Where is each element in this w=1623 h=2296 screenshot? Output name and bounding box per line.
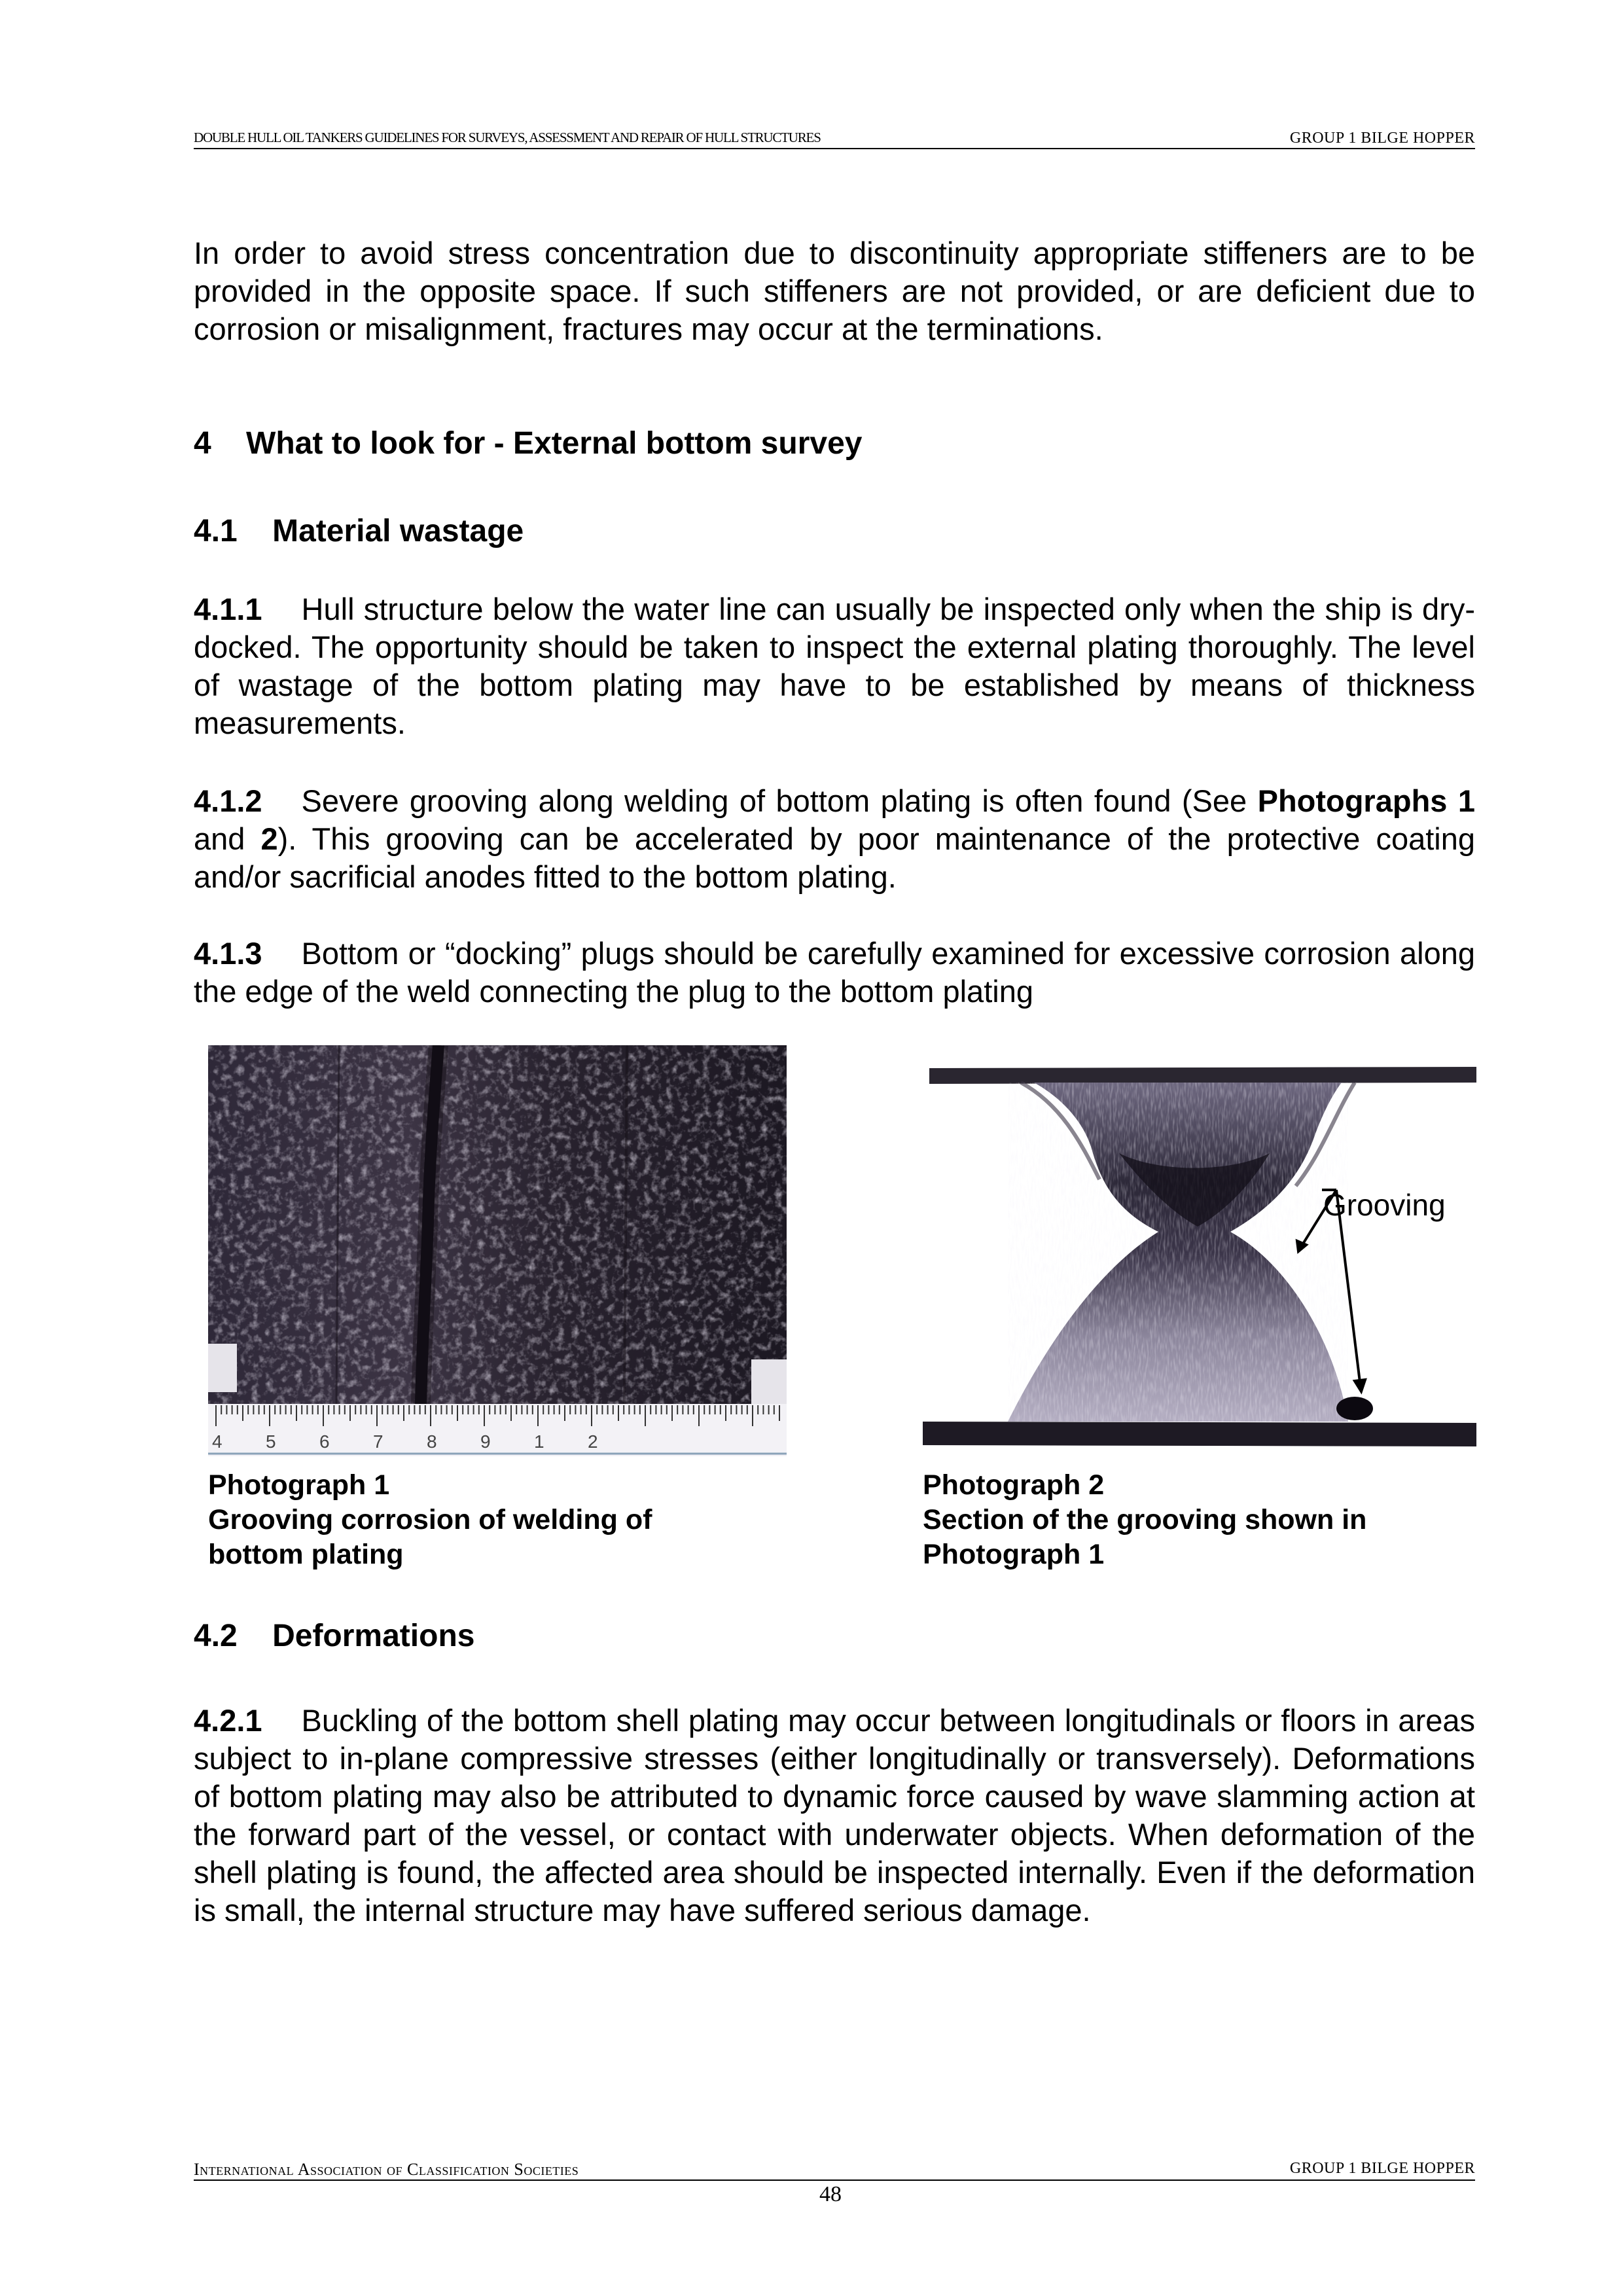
section-4-2-number: 4.2 [194, 1619, 238, 1653]
section-4-1-heading [194, 513, 524, 549]
paragraph-4-1-2 [194, 782, 1475, 896]
paragraph-4-1-2-number: 4.1.2 [194, 783, 262, 818]
paragraph-4-1-2-ref-photograph-1: Photographs 1 [1257, 783, 1475, 818]
photograph-1-caption [208, 1468, 771, 1572]
section-4-1-number: 4.1 [194, 514, 238, 548]
photograph-1-caption-line2: Grooving corrosion of welding of [208, 1504, 652, 1535]
paragraph-4-2-1-number: 4.2.1 [194, 1703, 262, 1738]
paragraph-4-2-1 [194, 1702, 1475, 1929]
photograph-1 [208, 1045, 787, 1456]
paragraph-4-1-3-text: Bottom or “docking” plugs should be carefully examined for excessive corrosion along the edge of the weld connecting the plug to the bottom plating [194, 936, 1475, 1009]
paragraph-4-1-2-text-c: ). This grooving can be accelerated by poor maintenance of the protective coating and/or sacrificial anodes fitted to the bottom plating. [194, 821, 1475, 894]
photograph-2-caption-line3: Photograph 1 [923, 1539, 1105, 1570]
section-4-number: 4 [194, 426, 211, 461]
footer-rule [194, 2179, 1475, 2181]
footer-organization: International Association of Classification Societies [194, 2160, 579, 2179]
ruler-number: 1 [534, 1431, 544, 1452]
paragraph-4-1-3 [194, 935, 1475, 1011]
section-4-title: What to look for - External bottom survey [246, 426, 863, 461]
running-header-title: DOUBLE HULL OIL TANKERS GUIDELINES FOR SURVEYS, ASSESSMENT AND REPAIR OF HULL STRUCTURES [194, 130, 821, 145]
page-number: 48 [819, 2182, 842, 2206]
ruler-number: 7 [373, 1431, 383, 1452]
photograph-2-image [923, 1055, 1479, 1467]
section-4-heading [194, 425, 862, 461]
paragraph-4-2-1-text: Buckling of the bottom shell plating may occur between longitudinals or floors in areas subject to in-plane compressive stresses (either longitudinally or transversely). Deformations of bottom plating may also be attributed to dynamic force caused by wave slamming action at the forward part of the vessel, or contact with underwater objects. When deformation of the shell plating is found, the affected area should be inspected internally. Even if the deformation is small, the internal structure may have suffered serious damage. [194, 1703, 1475, 1928]
ruler-number: 5 [266, 1431, 276, 1452]
photograph-1-image [208, 1045, 787, 1456]
ruler-labels [208, 1431, 787, 1455]
photograph-2-caption [923, 1468, 1472, 1572]
running-header-group: GROUP 1 BILGE HOPPER [1289, 130, 1475, 147]
section-4-2-heading [194, 1618, 474, 1654]
section-4-2-title: Deformations [272, 1619, 475, 1653]
photograph-2-caption-line2: Section of the grooving shown in [923, 1504, 1367, 1535]
paragraph-4-1-1-text: Hull structure below the water line can usually be inspected only when the ship is dry-docked. The opportunity should be taken to inspect the external plating thoroughly. The level of wastage of the bottom plating may have to be established by means of thickness measurements. [194, 592, 1475, 740]
paragraph-4-1-2-ref-2: 2 [260, 821, 278, 856]
paragraph-4-1-3-number: 4.1.3 [194, 936, 262, 971]
footer-group: GROUP 1 BILGE HOPPER [1289, 2160, 1475, 2177]
photograph-2 [923, 1055, 1479, 1467]
photograph-1-caption-line1: Photograph 1 [208, 1469, 390, 1501]
ruler-number: 4 [212, 1431, 223, 1452]
photograph-2-caption-line1: Photograph 2 [923, 1469, 1105, 1501]
ruler-number: 8 [427, 1431, 437, 1452]
ruler-number: 9 [480, 1431, 491, 1452]
section-4-1-title: Material wastage [272, 514, 524, 548]
ruler-number: 2 [588, 1431, 598, 1452]
photograph-1-caption-line3: bottom plating [208, 1539, 404, 1570]
ruler-number: 6 [319, 1431, 330, 1452]
paragraph-4-1-2-text-b: and [194, 821, 261, 856]
paragraph-4-1-1-number: 4.1.1 [194, 592, 262, 626]
intro-paragraph: In order to avoid stress concentration due to discontinuity appropriate stiffeners are to be provided in the opposite space. If such stiffeners are not provided, or are deficient due to corrosion or misalignment, fractures may occur at the terminations. [194, 236, 1475, 346]
header-rule [194, 148, 1475, 149]
grooving-label: Grooving [1323, 1188, 1446, 1222]
paragraph-4-1-1 [194, 590, 1475, 742]
paragraph-4-1-2-text-a: Severe grooving along welding of bottom plating is often found (See [301, 783, 1258, 818]
